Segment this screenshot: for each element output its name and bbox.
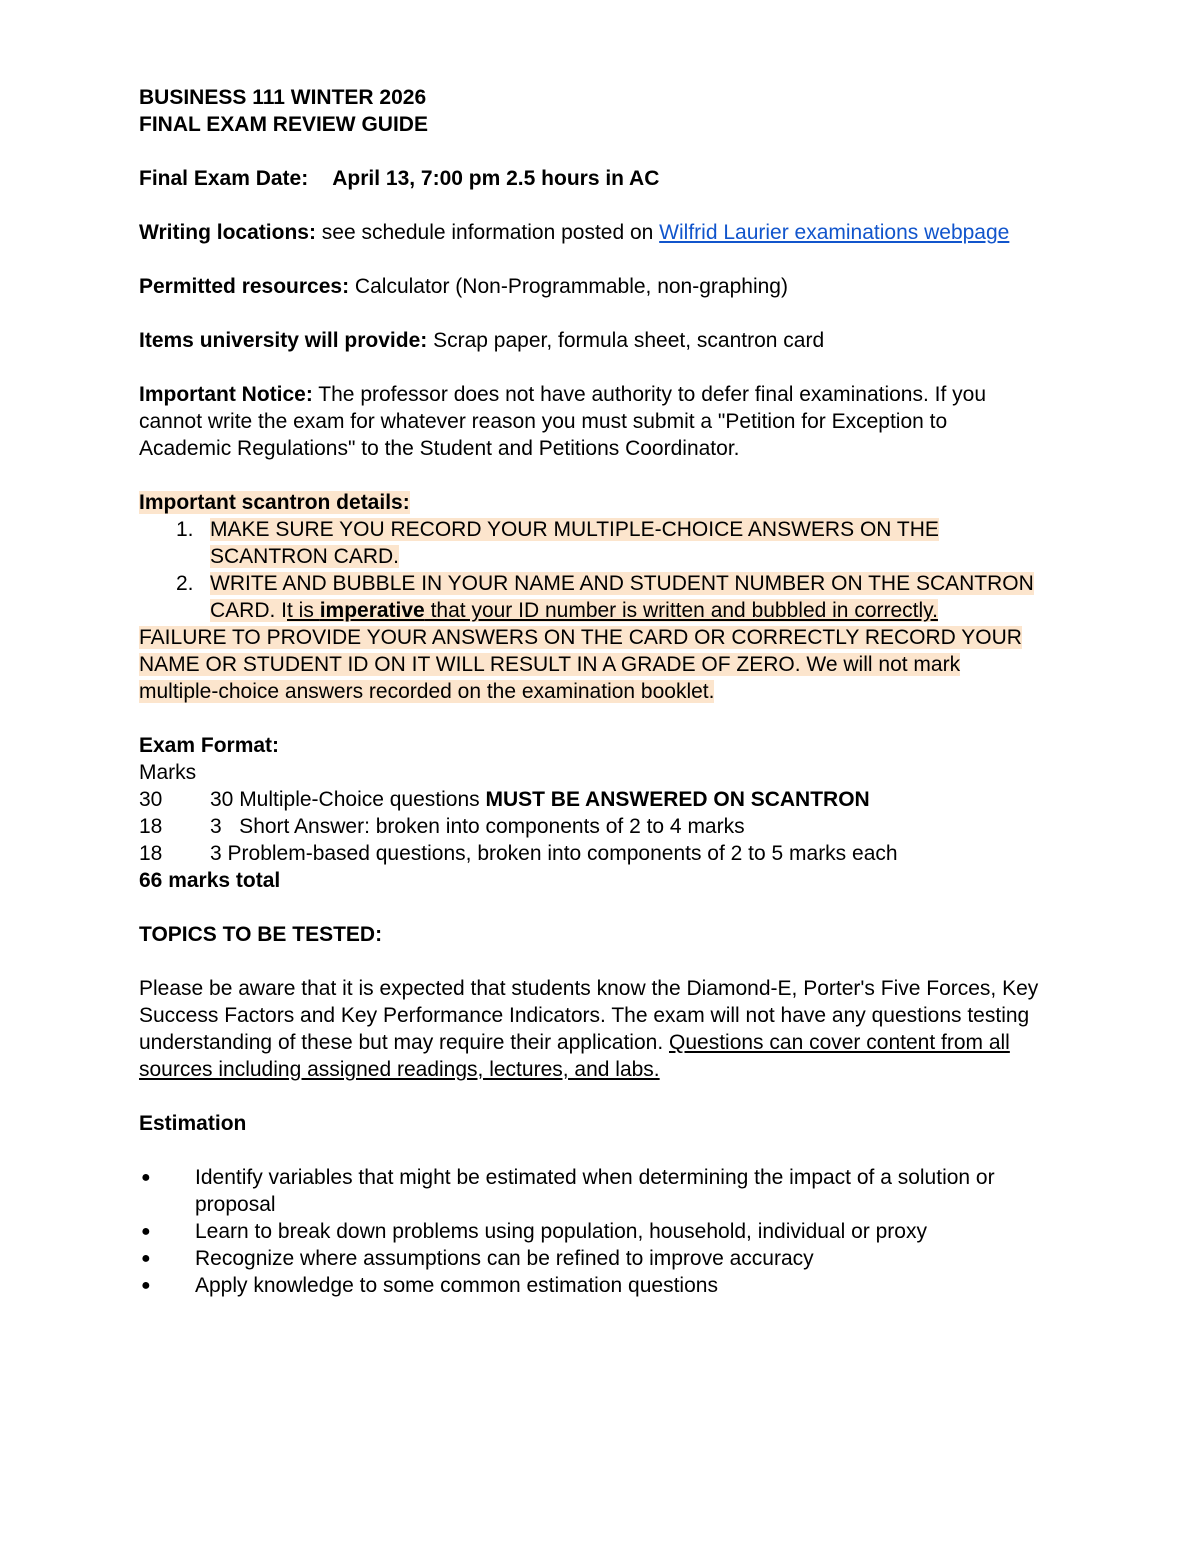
items-provided bbox=[139, 327, 1039, 354]
bullet-icon: ● bbox=[141, 1250, 151, 1267]
scantron-item-text: MAKE SURE YOU RECORD YOUR MULTIPLE-CHOICE ANSWERS ON THE SCANTRON CARD. bbox=[210, 518, 939, 568]
doc-title-line2: FINAL EXAM REVIEW GUIDE bbox=[139, 113, 428, 136]
permitted-resources-label: Permitted resources: bbox=[139, 275, 350, 298]
scantron-item bbox=[139, 516, 1039, 570]
format-row bbox=[139, 813, 1039, 840]
scantron-item-text: WRITE AND BUBBLE IN YOUR NAME AND STUDENT NUMBER ON THE SCANTRON CARD. It is imperative that your ID number is written and bubbled in correctly. bbox=[210, 572, 1034, 622]
document-body bbox=[139, 84, 1039, 1299]
doc-title-line1: BUSINESS 111 WINTER 2026 bbox=[139, 86, 427, 109]
bullet-icon: ● bbox=[141, 1277, 151, 1294]
topics-paragraph: Please be aware that it is expected that students know the Diamond-E, Porter's Five Forces, Key Success Factors and Key Performance Indicators. The exam will not have any questions testing understanding of these but may require their application. Questions can cover content from all sources including assigned readings, lectures, and labs. bbox=[139, 977, 1039, 1081]
scantron-heading: Important scantron details: bbox=[139, 491, 410, 514]
estimation-item: ● Apply knowledge to some common estimation questions bbox=[141, 1274, 718, 1297]
format-row-desc: 3 Problem-based questions, broken into components of 2 to 5 marks each bbox=[210, 842, 898, 865]
permitted-resources bbox=[139, 273, 1039, 300]
format-row-marks: 18 bbox=[139, 815, 163, 838]
scantron-list bbox=[139, 516, 1039, 624]
exam-date bbox=[139, 165, 1039, 192]
items-provided-text: Scrap paper, formula sheet, scantron card bbox=[427, 329, 825, 352]
format-row-marks: 18 bbox=[139, 842, 163, 865]
estimation-item: ● Recognize where assumptions can be refined to improve accuracy bbox=[141, 1247, 814, 1270]
writing-locations-label: Writing locations: bbox=[139, 221, 316, 244]
format-row bbox=[139, 786, 1039, 813]
writing-locations-text: see schedule information posted on bbox=[315, 221, 660, 244]
scantron-item-number: 1. bbox=[176, 518, 194, 541]
important-notice bbox=[139, 381, 1039, 462]
estimation-list bbox=[139, 1164, 1039, 1299]
items-provided-label: Items university will provide: bbox=[139, 329, 428, 352]
format-row bbox=[139, 840, 1039, 867]
bullet-icon: ● bbox=[141, 1169, 151, 1186]
estimation-item: ● Identify variables that might be estimated when determining the impact of a solution or proposal bbox=[141, 1166, 995, 1216]
scantron-item-number: 2. bbox=[176, 572, 194, 595]
marks-total: 66 marks total bbox=[139, 869, 281, 892]
topics-heading: TOPICS TO BE TESTED: bbox=[139, 923, 383, 946]
bullet-icon: ● bbox=[141, 1223, 151, 1240]
format-row-marks: 30 bbox=[139, 788, 163, 811]
exam-format-heading: Exam Format: bbox=[139, 734, 280, 757]
exam-webpage-link[interactable]: Wilfrid Laurier examinations webpage bbox=[659, 221, 1010, 244]
estimation-item: ● Learn to break down problems using population, household, individual or proxy bbox=[141, 1220, 927, 1243]
important-notice-text: The professor does not have authority to defer final examinations. If you cannot write the exam for whatever reason you must submit a "Petition for Exception to Academic Regulations" to the Student and Petitions Coordinator. bbox=[139, 383, 987, 460]
scantron-warning: FAILURE TO PROVIDE YOUR ANSWERS ON THE CARD OR CORRECTLY RECORD YOUR NAME OR STUDENT ID ON IT WILL RESULT IN A GRADE OF ZERO. We will not mark multiple-choice answers recorded on the examination booklet. bbox=[139, 626, 1022, 703]
writing-locations bbox=[139, 219, 1039, 246]
format-row-desc: 30 Multiple-Choice questions MUST BE ANSWERED ON SCANTRON bbox=[210, 788, 870, 811]
permitted-resources-text: Calculator (Non-Programmable, non-graphing) bbox=[349, 275, 788, 298]
exam-date-label: Final Exam Date: bbox=[139, 167, 309, 190]
important-notice-label: Important Notice: bbox=[139, 383, 313, 406]
marks-label: Marks bbox=[139, 761, 197, 784]
scantron-item bbox=[139, 570, 1039, 624]
estimation-heading: Estimation bbox=[139, 1112, 247, 1135]
exam-date-value: April 13, 7:00 pm 2.5 hours in AC bbox=[332, 167, 660, 190]
format-row-desc: 3 Short Answer: broken into components of 2 to 4 marks bbox=[210, 815, 745, 838]
